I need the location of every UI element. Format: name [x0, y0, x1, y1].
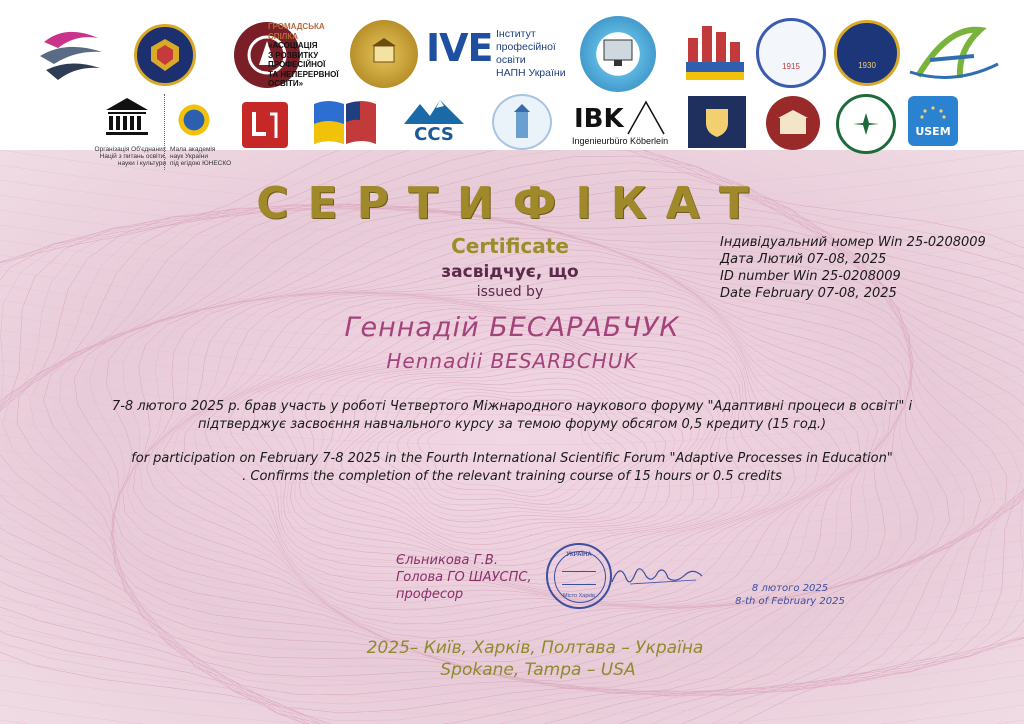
assoc-line: ОСВІТИ»	[268, 79, 304, 88]
ive-text	[496, 28, 586, 80]
certificate-id-block	[720, 234, 1020, 302]
signatory-position: Голова ГО ШАУСПС,	[396, 570, 532, 585]
signatory-block	[396, 552, 556, 603]
certifies-label-ua: засвідчує, що	[441, 262, 579, 282]
date-ua: Дата Лютий 07-08, 2025	[720, 252, 887, 267]
ccs-logo	[402, 94, 466, 150]
official-seal-stamp	[546, 543, 612, 609]
crest-square-logo	[688, 96, 746, 148]
university-1915-logo	[756, 18, 826, 88]
date-en: Date February 07-08, 2025	[720, 286, 897, 301]
ibk-subtitle: Ingenieurbüro Köberlein	[572, 136, 669, 146]
guilloche-wave	[0, 690, 1024, 724]
certificate-subtitle-en: Certificate	[451, 234, 569, 258]
seal-bottom-text: Місто Харків	[563, 593, 595, 599]
ibk-logo	[572, 98, 672, 150]
minor-academy-caption	[170, 146, 260, 167]
recipient-name-en: Hennadii BESARBCHUK	[386, 349, 638, 373]
id-number-en: ID number Win 25-0208009	[720, 269, 901, 284]
usem-logo	[908, 96, 958, 146]
ive-logo	[426, 26, 586, 79]
assoc-line: ГРОМАДСЬКА	[268, 22, 325, 31]
signatory-name: Єльникова Г.В.	[396, 553, 498, 568]
assoc-line: З РОЗВИТКУ	[268, 50, 319, 60]
unesco-divider	[164, 94, 165, 170]
description-en-line: for participation on February 7-8 2025 in the Fourth International Scientific Forum "Adaptive Processes in Education"	[131, 451, 893, 466]
handwritten-signature	[606, 558, 706, 592]
description-en	[110, 450, 914, 486]
ive-line: НАПН України	[496, 67, 566, 79]
certificate-title: СЕРТИФІКАТ	[256, 178, 768, 229]
university-emblem-logo	[134, 24, 196, 86]
signing-date	[725, 582, 855, 608]
gold-seal-logo	[350, 20, 418, 88]
signing-date-en: 8-th of February 2025	[735, 596, 845, 607]
issued-by-label: issued by	[476, 284, 544, 300]
location-ua: 2025– Київ, Харків, Полтава – Україна	[366, 638, 704, 658]
mala-line: під егідою ЮНЕСКО	[170, 160, 232, 167]
unesco-line: науки і культури	[117, 160, 166, 167]
association-text-logo	[268, 22, 358, 89]
unesco-caption	[76, 146, 166, 167]
location-us: Spokane, Tampa – USA	[440, 660, 636, 680]
unesco-line: Організація Об'єднаних	[94, 146, 166, 153]
swirl-logo	[36, 22, 106, 84]
guilloche-wave	[0, 675, 1024, 715]
signatory-title: професор	[396, 587, 464, 602]
school-tower-logo	[492, 94, 552, 150]
ive-line: Інститут	[496, 28, 536, 40]
guilloche-wave	[0, 705, 1024, 724]
guilloche-wave	[0, 510, 1024, 550]
description-ua-line: 7-8 лютого 2025 р. брав участь у роботі Четвертого Міжнародного наукового форуму "Адаптивні процеси в освіті" і	[111, 399, 913, 414]
ibk-mark: IBK	[574, 104, 624, 134]
assoc-line: ПРОФЕСІЙНОЇ	[268, 60, 326, 69]
mala-line: Мала академія	[170, 146, 216, 153]
ive-line: професійної освіти	[496, 41, 556, 66]
id-number-ua: Індивідуальний номер Win 25-0208009	[720, 235, 986, 250]
description-ua	[110, 398, 914, 434]
signing-date-ua: 8 лютого 2025	[751, 583, 829, 594]
monitor-emblem-logo	[580, 16, 656, 92]
minor-academy-logo	[170, 96, 218, 144]
description-en-line: . Confirms the completion of the relevant training course of 15 hours or 0.5 credits	[242, 469, 782, 484]
assoc-line: СПІЛКА	[268, 31, 299, 41]
south-florida-logo	[836, 94, 896, 154]
ljd-logo	[242, 102, 288, 148]
red-building-logo	[766, 96, 820, 150]
unesco-logo	[100, 96, 154, 142]
description-ua-line: підтверджує засвоєння навчального курсу за темою форуму обсягом 0,5 кредиту (15 год.)	[197, 417, 827, 432]
city-skyline-logo	[684, 18, 746, 84]
ive-mark: IVE	[426, 26, 493, 70]
mala-line: наук України	[170, 153, 208, 160]
unesco-line: Націй з питань освіти,	[99, 153, 166, 160]
seal-center-lines	[562, 571, 596, 585]
year-label: 1930	[858, 60, 876, 70]
assoc-line: ТА НЕПЕРЕРВНОЇ	[268, 69, 339, 79]
university-1930-logo	[834, 20, 900, 86]
guilloche-wave	[0, 720, 1024, 724]
ccs-mark: CCS	[414, 124, 454, 145]
seal-top-text: УКРАЇНА	[566, 552, 592, 558]
letter-a-logo	[908, 20, 1000, 86]
recipient-name-ua: Геннадій БЕСАРАБЧУК	[344, 312, 680, 343]
book-flags-logo	[310, 96, 380, 150]
usem-mark: USEM	[915, 124, 951, 138]
year-label: 1915	[782, 61, 800, 71]
assoc-line: «АСОЦІАЦІЯ	[268, 41, 318, 50]
